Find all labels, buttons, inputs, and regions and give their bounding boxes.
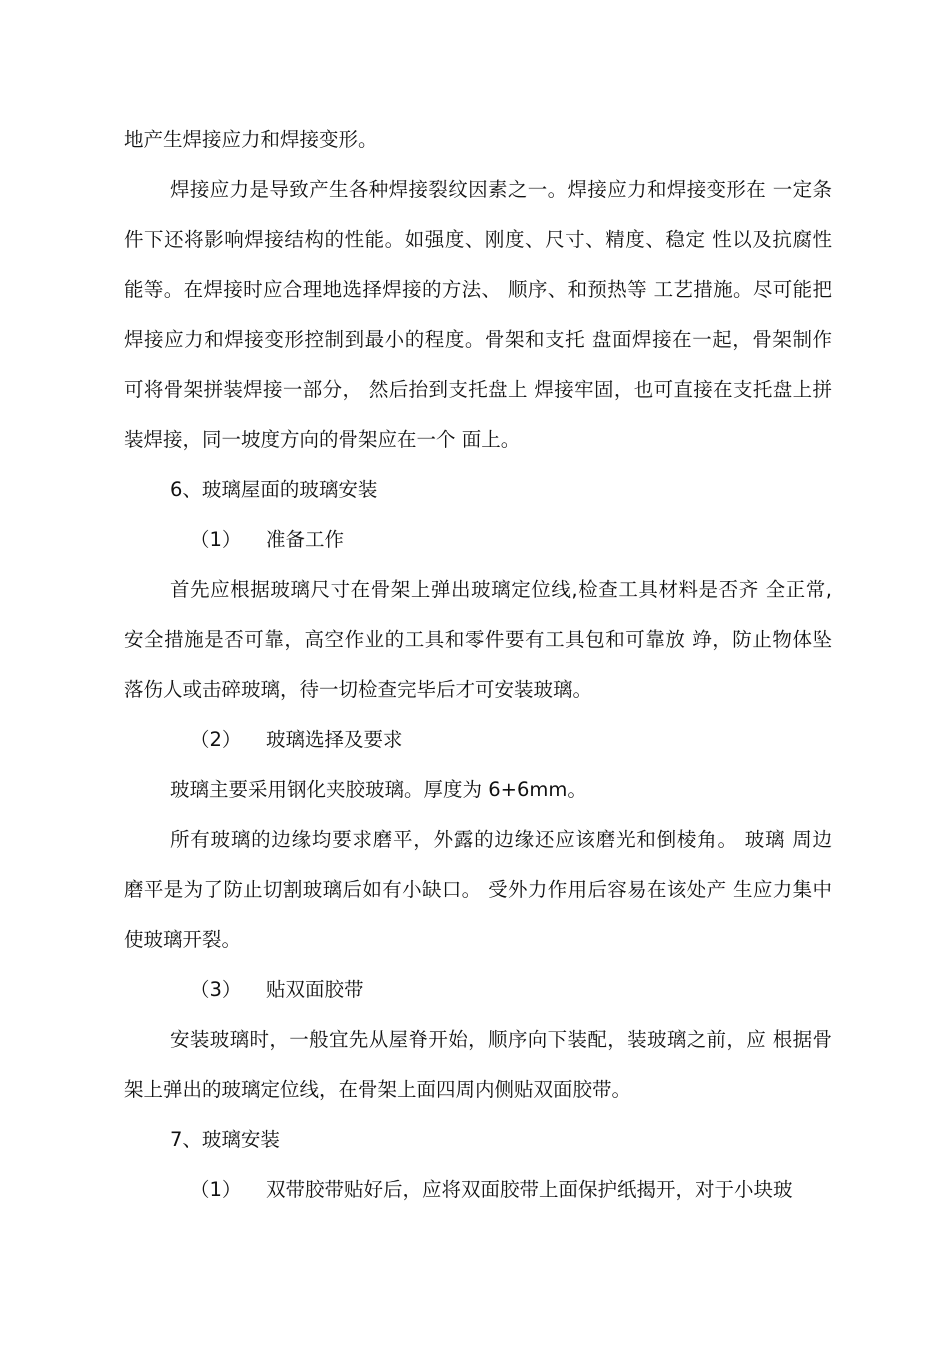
paragraph-line: 焊接应力和焊接变形控制到最小的程度。骨架和支托 盘面焊接在一起，骨架制作 — [124, 328, 832, 351]
item-number: （2） — [190, 728, 242, 751]
paragraph-line: 落伤人或击碎玻璃，待一切检查完毕后才可安装玻璃。 — [124, 678, 593, 701]
paragraph-line: 所有玻璃的边缘均要求磨平，外露的边缘还应该磨光和倒棱角。 玻璃 周边 — [170, 828, 832, 851]
paragraph-line: 装焊接，同一坡度方向的骨架应在一个 面上。 — [124, 428, 521, 451]
section-heading: 7、玻璃安装 — [170, 1128, 280, 1151]
paragraph-line: 架上弹出的玻璃定位线，在骨架上面四周内侧贴双面胶带。 — [124, 1078, 632, 1101]
paragraph-line: 焊接应力是导致产生各种焊接裂纹因素之一。焊接应力和焊接变形在 一定条 — [170, 178, 832, 201]
paragraph-line: 安全措施是否可靠，高空作业的工具和零件要有工具包和可靠放 竫，防止物体坠 — [124, 628, 832, 651]
item-number: （1） — [190, 1178, 242, 1201]
paragraph-line: 使玻璃开裂。 — [124, 928, 242, 951]
paragraph-line: 玻璃主要采用钢化夹胶玻璃。厚度为 6+6mm。 — [170, 778, 587, 801]
paragraph-line: 件下还将影响焊接结构的性能。如强度、刚度、尺寸、精度、稳定 性以及抗腐性 — [124, 228, 832, 251]
item-title: 玻璃选择及要求 — [266, 728, 403, 751]
paragraph-line: 可将骨架拼装焊接一部分， 然后抬到支托盘上 焊接牢固，也可直接在支托盘上拼 — [124, 378, 832, 401]
item-title: 贴双面胶带 — [266, 978, 364, 1001]
paragraph-line: 能等。在焊接时应合理地选择焊接的方法、 顺序、和预热等 工艺措施。尽可能把 — [124, 278, 832, 301]
paragraph-line: 地产生焊接应力和焊接变形。 — [124, 128, 378, 151]
paragraph-line: 安装玻璃时，一般宜先从屋脊开始，顺序向下装配，装玻璃之前，应 根据骨 — [170, 1028, 832, 1051]
item-number: （3） — [190, 978, 242, 1001]
item-text: 双带胶带贴好后，应将双面胶带上面保护纸揭开，对于小块玻 — [266, 1178, 793, 1201]
section-heading: 6、玻璃屋面的玻璃安装 — [170, 478, 378, 501]
item-number: （1） — [190, 528, 242, 551]
paragraph-line: 磨平是为了防止切割玻璃后如有小缺口。 受外力作用后容易在该处产 生应力集中 — [124, 878, 832, 901]
item-title: 准备工作 — [266, 528, 345, 551]
paragraph-line: 首先应根据玻璃尺寸在骨架上弹出玻璃定位线,检查工具材料是否齐 全正常, — [170, 578, 832, 601]
